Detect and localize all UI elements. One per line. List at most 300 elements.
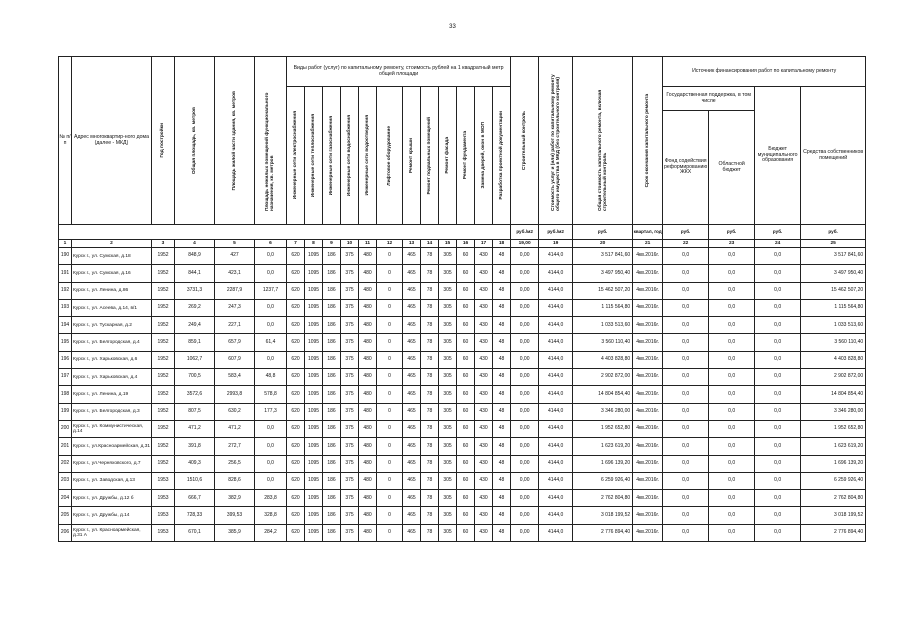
work-cost-cell: 186	[323, 248, 341, 265]
row-number: 202	[59, 455, 72, 472]
own-funds-cell: 3 346 280,00	[801, 403, 866, 420]
address-cell: Курск г., ул. Сумская, д.18	[72, 248, 152, 265]
total-cost-cell: 1 952 652,80	[573, 420, 633, 437]
total-cost-cell: 2 902 872,00	[573, 369, 633, 386]
own-funds-cell: 1 623 619,20	[801, 438, 866, 455]
unit-cost-cell: 4144,0	[539, 386, 573, 403]
work-cost-cell: 430	[475, 317, 493, 334]
deadline-cell: 4кв.2016г.	[633, 265, 663, 282]
column-number: 22	[663, 240, 709, 248]
row-number: 200	[59, 420, 72, 437]
col-fund-header: Фонд содействия реформированию ЖКХ	[663, 111, 709, 225]
nonres-area-cell: 578,8	[255, 386, 287, 403]
own-funds-cell: 2 902 872,00	[801, 369, 866, 386]
column-number: 9	[323, 240, 341, 248]
work-cost-cell: 430	[475, 299, 493, 316]
work-cost-cell: 48	[493, 472, 511, 489]
address-cell: Курск г., ул. Дружбы, д.12 б	[72, 490, 152, 507]
nonres-area-cell: 0,0	[255, 438, 287, 455]
address-cell: Курск г., ул. Дружбы, д.14	[72, 507, 152, 524]
nonres-area-cell: 0,0	[255, 455, 287, 472]
work-cost-cell: 48	[493, 369, 511, 386]
fund-cell: 0,0	[663, 490, 709, 507]
regional-cell: 0,0	[709, 351, 755, 368]
work-cost-cell: 0,00	[511, 420, 539, 437]
nonres-area-cell: 0,0	[255, 299, 287, 316]
col-living-area-header: Площадь жилой части здания, кв. метров	[231, 90, 237, 191]
municipal-cell: 0,0	[755, 455, 801, 472]
total-cost-cell: 3 497 950,40	[573, 265, 633, 282]
year-cell: 1952	[152, 386, 175, 403]
living-area-cell: 657,9	[215, 334, 255, 351]
row-number: 190	[59, 248, 72, 265]
column-number: 3	[152, 240, 175, 248]
address-cell: Курск г., ул. Коммунистическая, д.14	[72, 420, 152, 437]
row-number: 204	[59, 490, 72, 507]
regional-cell: 0,0	[709, 334, 755, 351]
total-cost-cell: 15 462 507,20	[573, 282, 633, 299]
unit-cost-cell: 4144,0	[539, 334, 573, 351]
year-cell: 1952	[152, 334, 175, 351]
col-own-funds-header: Средства собственников помещений	[801, 87, 866, 225]
work-cost-cell: 0,00	[511, 455, 539, 472]
work-cost-cell: 375	[341, 507, 359, 524]
unit-cell: руб.	[755, 225, 801, 240]
own-funds-cell: 1 952 652,80	[801, 420, 866, 437]
table-row	[59, 420, 866, 437]
unit-cost-cell: 4144,0	[539, 248, 573, 265]
own-funds-cell: 3 018 199,52	[801, 507, 866, 524]
col-work-3-header: Инженерные сети газоснабжения	[328, 115, 334, 196]
work-cost-cell: 480	[359, 317, 377, 334]
work-cost-cell: 0	[377, 369, 403, 386]
work-cost-cell: 375	[341, 351, 359, 368]
deadline-cell: 4кв.2016г.	[633, 455, 663, 472]
work-cost-cell: 48	[493, 420, 511, 437]
deadline-cell: 4кв.2016г.	[633, 351, 663, 368]
work-cost-cell: 305	[439, 455, 457, 472]
regional-cell: 0,0	[709, 265, 755, 282]
municipal-cell: 0,0	[755, 420, 801, 437]
work-cost-cell: 186	[323, 455, 341, 472]
column-number: 23	[709, 240, 755, 248]
municipal-cell: 0,0	[755, 507, 801, 524]
deadline-cell: 4кв.2016г.	[633, 369, 663, 386]
work-cost-cell: 0	[377, 472, 403, 489]
work-cost-cell: 430	[475, 334, 493, 351]
row-number: 195	[59, 334, 72, 351]
work-cost-cell: 60	[457, 334, 475, 351]
work-cost-cell: 375	[341, 317, 359, 334]
regional-cell: 0,0	[709, 386, 755, 403]
regional-cell: 0,0	[709, 472, 755, 489]
deadline-cell: 4кв.2016г.	[633, 299, 663, 316]
work-cost-cell: 60	[457, 490, 475, 507]
work-cost-cell: 186	[323, 351, 341, 368]
work-cost-cell: 48	[493, 317, 511, 334]
work-cost-cell: 465	[403, 317, 421, 334]
work-cost-cell: 186	[323, 472, 341, 489]
work-cost-cell: 305	[439, 299, 457, 316]
col-work-10-header: Ремонт фундамента	[462, 131, 468, 180]
address-cell: Курск г., ул. Ленина, д.19	[72, 386, 152, 403]
nonres-area-cell: 0,0	[255, 351, 287, 368]
work-cost-cell: 48	[493, 507, 511, 524]
work-cost-cell: 60	[457, 369, 475, 386]
nonres-area-cell: 328,8	[255, 507, 287, 524]
work-cost-cell: 78	[421, 403, 439, 420]
fund-cell: 0,0	[663, 438, 709, 455]
work-cost-cell: 0,00	[511, 369, 539, 386]
work-cost-cell: 465	[403, 472, 421, 489]
work-cost-cell: 430	[475, 369, 493, 386]
unit-cost-cell: 4144,0	[539, 282, 573, 299]
living-area-cell: 272,7	[215, 438, 255, 455]
unit-cell: руб.	[573, 225, 633, 240]
deadline-cell: 4кв.2016г.	[633, 403, 663, 420]
table-row	[59, 472, 866, 489]
row-number: 198	[59, 386, 72, 403]
work-cost-cell: 375	[341, 369, 359, 386]
work-cost-cell: 78	[421, 282, 439, 299]
work-cost-cell: 186	[323, 369, 341, 386]
work-cost-cell: 1095	[305, 524, 323, 541]
work-cost-cell: 0	[377, 334, 403, 351]
col-work-2-header: Инженерные сети теплоснабжения	[310, 113, 316, 198]
table-body	[59, 248, 866, 542]
work-cost-cell: 186	[323, 334, 341, 351]
work-cost-cell: 375	[341, 490, 359, 507]
living-area-cell: 399,53	[215, 507, 255, 524]
total-area-cell: 848,9	[175, 248, 215, 265]
regional-cell: 0,0	[709, 507, 755, 524]
own-funds-cell: 6 259 926,40	[801, 472, 866, 489]
work-cost-cell: 48	[493, 403, 511, 420]
fund-cell: 0,0	[663, 369, 709, 386]
nonres-area-cell: 0,0	[255, 420, 287, 437]
total-cost-cell: 14 804 854,40	[573, 386, 633, 403]
total-area-cell: 844,1	[175, 265, 215, 282]
work-cost-cell: 186	[323, 386, 341, 403]
work-cost-cell: 0	[377, 438, 403, 455]
work-cost-cell: 1095	[305, 351, 323, 368]
works-group-header: Виды работ (услуг) по капитальному ремонту, стоимость рублей на 1 квадратный метр общей площади	[287, 57, 511, 87]
work-cost-cell: 620	[287, 369, 305, 386]
column-number: 21	[633, 240, 663, 248]
column-number: 6	[255, 240, 287, 248]
work-cost-cell: 78	[421, 438, 439, 455]
work-cost-cell: 60	[457, 438, 475, 455]
unit-cell: руб./м2	[539, 225, 573, 240]
deadline-cell: 4кв.2016г.	[633, 334, 663, 351]
table-row	[59, 386, 866, 403]
table-row	[59, 438, 866, 455]
total-area-cell: 249,4	[175, 317, 215, 334]
work-cost-cell: 78	[421, 369, 439, 386]
work-cost-cell: 1095	[305, 265, 323, 282]
deadline-cell: 4кв.2016г.	[633, 282, 663, 299]
work-cost-cell: 1095	[305, 248, 323, 265]
work-cost-cell: 1095	[305, 490, 323, 507]
work-cost-cell: 0,00	[511, 299, 539, 316]
col-work-11-header: Замена дверей, окон в МОП	[480, 122, 486, 189]
work-cost-cell: 375	[341, 334, 359, 351]
total-cost-cell: 1 623 619,20	[573, 438, 633, 455]
year-cell: 1953	[152, 524, 175, 541]
work-cost-cell: 78	[421, 265, 439, 282]
work-cost-cell: 620	[287, 351, 305, 368]
work-cost-cell: 0,00	[511, 524, 539, 541]
total-cost-cell: 4 403 828,80	[573, 351, 633, 368]
total-area-cell: 700,5	[175, 369, 215, 386]
work-cost-cell: 186	[323, 490, 341, 507]
address-cell: Курск г., ул. Сумская, д.16	[72, 265, 152, 282]
work-cost-cell: 620	[287, 438, 305, 455]
unit-cost-cell: 4144,0	[539, 265, 573, 282]
total-area-cell: 1062,7	[175, 351, 215, 368]
work-cost-cell: 375	[341, 248, 359, 265]
work-cost-cell: 465	[403, 420, 421, 437]
col-work-5-header: Инженерные сети водоотведения	[364, 115, 370, 196]
fund-cell: 0,0	[663, 420, 709, 437]
work-cost-cell: 60	[457, 248, 475, 265]
work-cost-cell: 430	[475, 282, 493, 299]
work-cost-cell: 60	[457, 317, 475, 334]
row-number: 199	[59, 403, 72, 420]
work-cost-cell: 48	[493, 334, 511, 351]
work-cost-cell: 60	[457, 351, 475, 368]
sources-group-header: Источник финансирования работ по капитальному ремонту	[663, 57, 866, 87]
year-cell: 1952	[152, 455, 175, 472]
work-cost-cell: 48	[493, 438, 511, 455]
work-cost-cell: 465	[403, 455, 421, 472]
work-cost-cell: 480	[359, 265, 377, 282]
deadline-cell: 4кв.2016г.	[633, 507, 663, 524]
col-work-6-header: Лифтовое оборудование	[386, 125, 392, 186]
work-cost-cell: 305	[439, 438, 457, 455]
own-funds-cell: 1 115 564,80	[801, 299, 866, 316]
unit-cost-cell: 4144,0	[539, 524, 573, 541]
municipal-cell: 0,0	[755, 403, 801, 420]
work-cost-cell: 0,00	[511, 334, 539, 351]
work-cost-cell: 0,00	[511, 507, 539, 524]
work-cost-cell: 430	[475, 490, 493, 507]
table-row	[59, 351, 866, 368]
column-number: 5	[215, 240, 255, 248]
state-support-header: Государственная поддержка, в том числе	[663, 87, 755, 111]
row-number: 205	[59, 507, 72, 524]
total-area-cell: 1510,6	[175, 472, 215, 489]
col-unit-cost-header: Стоимость услуг и (или) работ по капитальному ремонту общего имущества в МКД (без строительного контроля)	[550, 73, 561, 211]
municipal-cell: 0,0	[755, 472, 801, 489]
column-number: 19,00	[511, 240, 539, 248]
table-row	[59, 317, 866, 334]
work-cost-cell: 48	[493, 248, 511, 265]
column-number: 10	[341, 240, 359, 248]
municipal-cell: 0,0	[755, 438, 801, 455]
work-cost-cell: 480	[359, 455, 377, 472]
deadline-cell: 4кв.2016г.	[633, 438, 663, 455]
municipal-cell: 0,0	[755, 524, 801, 541]
work-cost-cell: 48	[493, 282, 511, 299]
work-cost-cell: 430	[475, 420, 493, 437]
living-area-cell: 247,3	[215, 299, 255, 316]
work-cost-cell: 60	[457, 524, 475, 541]
address-cell: Курск г., ул. Белгородская, д.3	[72, 403, 152, 420]
total-cost-cell: 3 560 110,40	[573, 334, 633, 351]
col-municipal-header: Бюджет муниципального образования	[755, 87, 801, 225]
column-number: 4	[175, 240, 215, 248]
column-number: 19	[539, 240, 573, 248]
work-cost-cell: 48	[493, 524, 511, 541]
work-cost-cell: 465	[403, 490, 421, 507]
table-row	[59, 265, 866, 282]
work-cost-cell: 430	[475, 524, 493, 541]
work-cost-cell: 78	[421, 386, 439, 403]
unit-cost-cell: 4144,0	[539, 299, 573, 316]
nonres-area-cell: 283,8	[255, 490, 287, 507]
column-number: 2	[72, 240, 152, 248]
living-area-cell: 607,9	[215, 351, 255, 368]
regional-cell: 0,0	[709, 524, 755, 541]
column-number: 12	[377, 240, 403, 248]
work-cost-cell: 375	[341, 386, 359, 403]
work-cost-cell: 78	[421, 299, 439, 316]
work-cost-cell: 1095	[305, 369, 323, 386]
regional-cell: 0,0	[709, 299, 755, 316]
address-cell: Курск г., ул. Тускарная, д.2	[72, 317, 152, 334]
address-cell: Курск г., ул. Красноармейская, д.31 А	[72, 524, 152, 541]
unit-cell: руб./м2	[511, 225, 539, 240]
municipal-cell: 0,0	[755, 317, 801, 334]
work-cost-cell: 0,00	[511, 265, 539, 282]
work-cost-cell: 1095	[305, 282, 323, 299]
own-funds-cell: 1 696 139,20	[801, 455, 866, 472]
col-num-header: № п/п	[59, 57, 72, 225]
work-cost-cell: 1095	[305, 317, 323, 334]
own-funds-cell: 14 804 854,40	[801, 386, 866, 403]
work-cost-cell: 186	[323, 282, 341, 299]
work-cost-cell: 305	[439, 507, 457, 524]
work-cost-cell: 480	[359, 490, 377, 507]
row-number: 206	[59, 524, 72, 541]
table-row	[59, 334, 866, 351]
col-address-header: Адрес многоквартир-ного дома (далее - МКД)	[72, 57, 152, 225]
own-funds-cell: 3 497 950,40	[801, 265, 866, 282]
col-total-cost-header: Общая стоимость капитального ремонта, включая строительный контроль	[597, 89, 608, 211]
work-cost-cell: 430	[475, 386, 493, 403]
table-row	[59, 524, 866, 541]
own-funds-cell: 3 517 841,60	[801, 248, 866, 265]
fund-cell: 0,0	[663, 386, 709, 403]
work-cost-cell: 0	[377, 455, 403, 472]
work-cost-cell: 305	[439, 317, 457, 334]
total-area-cell: 269,2	[175, 299, 215, 316]
total-cost-cell: 1 033 513,60	[573, 317, 633, 334]
capital-repair-table	[58, 56, 866, 542]
fund-cell: 0,0	[663, 299, 709, 316]
total-area-cell: 670,1	[175, 524, 215, 541]
work-cost-cell: 1095	[305, 472, 323, 489]
column-number: 15	[439, 240, 457, 248]
own-funds-cell: 4 403 828,80	[801, 351, 866, 368]
work-cost-cell: 305	[439, 403, 457, 420]
deadline-cell: 4кв.2016г.	[633, 317, 663, 334]
work-cost-cell: 305	[439, 369, 457, 386]
column-number: 7	[287, 240, 305, 248]
unit-cell: руб.	[709, 225, 755, 240]
table-row	[59, 248, 866, 265]
nonres-area-cell: 0,0	[255, 472, 287, 489]
municipal-cell: 0,0	[755, 248, 801, 265]
work-cost-cell: 1095	[305, 299, 323, 316]
living-area-cell: 227,1	[215, 317, 255, 334]
work-cost-cell: 480	[359, 524, 377, 541]
unit-cost-cell: 4144,0	[539, 438, 573, 455]
row-number: 191	[59, 265, 72, 282]
fund-cell: 0,0	[663, 317, 709, 334]
municipal-cell: 0,0	[755, 265, 801, 282]
total-cost-cell: 3 346 280,00	[573, 403, 633, 420]
fund-cell: 0,0	[663, 403, 709, 420]
nonres-area-cell: 284,2	[255, 524, 287, 541]
work-cost-cell: 375	[341, 282, 359, 299]
column-numbers-row	[59, 240, 866, 248]
living-area-cell: 427	[215, 248, 255, 265]
col-work-4-header: Инженерные сети водоснабжения	[346, 114, 352, 197]
column-number: 13	[403, 240, 421, 248]
deadline-cell: 4кв.2016г.	[633, 490, 663, 507]
work-cost-cell: 430	[475, 438, 493, 455]
fund-cell: 0,0	[663, 455, 709, 472]
work-cost-cell: 0	[377, 299, 403, 316]
regional-cell: 0,0	[709, 420, 755, 437]
work-cost-cell: 480	[359, 386, 377, 403]
deadline-cell: 4кв.2016г.	[633, 420, 663, 437]
work-cost-cell: 305	[439, 490, 457, 507]
municipal-cell: 0,0	[755, 299, 801, 316]
work-cost-cell: 0	[377, 490, 403, 507]
work-cost-cell: 78	[421, 472, 439, 489]
work-cost-cell: 305	[439, 351, 457, 368]
col-work-12-header: Разработка проектной документации	[499, 111, 505, 200]
work-cost-cell: 0,00	[511, 248, 539, 265]
work-cost-cell: 186	[323, 299, 341, 316]
deadline-cell: 4кв.2016г.	[633, 248, 663, 265]
work-cost-cell: 186	[323, 507, 341, 524]
work-cost-cell: 430	[475, 351, 493, 368]
living-area-cell: 630,2	[215, 403, 255, 420]
address-cell: Курск г., ул.Черняховского, д.7	[72, 455, 152, 472]
living-area-cell: 382,9	[215, 490, 255, 507]
work-cost-cell: 78	[421, 317, 439, 334]
unit-cost-cell: 4144,0	[539, 490, 573, 507]
nonres-area-cell: 1237,7	[255, 282, 287, 299]
total-cost-cell: 3 517 841,60	[573, 248, 633, 265]
work-cost-cell: 305	[439, 420, 457, 437]
work-cost-cell: 620	[287, 317, 305, 334]
work-cost-cell: 620	[287, 265, 305, 282]
col-work-1-header: Инженерные сети электроснабжения	[292, 111, 298, 200]
work-cost-cell: 186	[323, 524, 341, 541]
work-cost-cell: 78	[421, 248, 439, 265]
unit-cell: квартал, год	[633, 225, 663, 240]
work-cost-cell: 375	[341, 472, 359, 489]
col-nonres-area-header: Площадь нежилых помещений функционального назначения, кв. метров	[265, 92, 276, 211]
work-cost-cell: 48	[493, 299, 511, 316]
work-cost-cell: 60	[457, 265, 475, 282]
table-row	[59, 282, 866, 299]
